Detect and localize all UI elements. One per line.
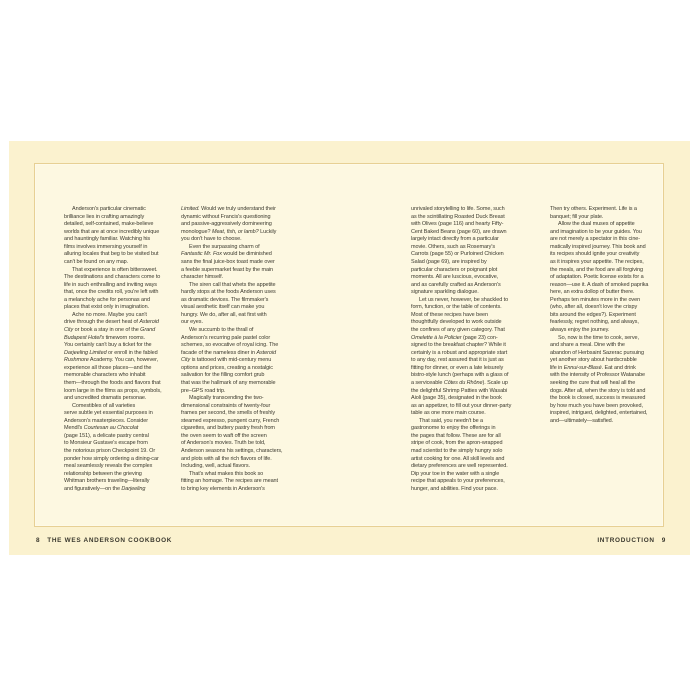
text-line: fitting an homage. The recipes are meant — [181, 478, 278, 485]
text-line: fitting for dinner, or even a late leisurely — [411, 364, 504, 371]
paragraph — [64, 403, 176, 494]
text-line: Perhaps ten minutes more in the oven — [550, 296, 641, 303]
text-line: and hauntingly familiar. Watching his — [64, 236, 151, 243]
text-line: of adaptation. Poetic license exists for a — [550, 274, 644, 281]
text-line: particular characters or poignant plot — [411, 266, 498, 273]
text-line: table as one more main course. — [411, 410, 486, 417]
text-line: Budapest Hotel's timeworn rooms. — [64, 334, 146, 341]
text-line: Whitman brothers traveling—literally — [64, 478, 150, 485]
text-line: Magically transcending the two- — [189, 395, 264, 402]
paragraph — [411, 297, 529, 418]
text-line: them—through the foods and flavors that — [64, 379, 161, 386]
paragraph — [411, 206, 529, 297]
text-line: steamed espresso, pungent curry, French — [181, 417, 280, 424]
text-line: signature sparkling dialogue. — [411, 289, 479, 296]
text-line: experience all those places—and the — [64, 364, 152, 371]
text-line: gastronome to enjoy the offerings in — [411, 425, 496, 432]
text-line: moments. All are luscious, evocative, — [411, 274, 499, 281]
text-line: the pages that follow. These are for all — [411, 432, 501, 439]
text-line: inspired, intrigued, delighted, entertained, — [550, 410, 648, 417]
text-line: are not merely a spectator in this cine- — [550, 236, 641, 243]
text-line: the notorious prison Checkpoint 19. Or — [64, 448, 156, 454]
text-line: memorable characters who inhabit — [64, 372, 146, 379]
text-line: and figuratively—on the Darjeeling — [64, 485, 146, 492]
text-line: The destinations and characters come to — [64, 274, 161, 281]
text-line: and imagination to be your guides. You — [550, 228, 642, 235]
text-line: the delightful Shrimp Patties with Wasabi — [411, 387, 508, 394]
text-line: films involves immersing yourself in — [64, 243, 148, 250]
footer-left-title: THE WES ANDERSON COOKBOOK — [47, 537, 173, 544]
text-line: Mendl's Courtesan au Chocolat — [64, 425, 139, 432]
text-line: worlds that are at once incredibly unique — [64, 228, 160, 235]
right-page-column-2 — [550, 206, 664, 425]
paragraph — [550, 206, 664, 221]
text-line: frames per second, the smells of freshly — [181, 410, 276, 417]
text-line: bistro-style lunch (perhaps with a glass of — [411, 372, 509, 379]
text-line: a feeble supermarket feast by the main — [181, 266, 274, 273]
paragraph — [550, 221, 664, 334]
text-line: City is tattooed with mid-century menu — [181, 357, 272, 364]
text-line: to Monsieur Gustave's escape from — [64, 440, 148, 447]
text-line: abandon of Herbsaint Sazerac pursuing — [550, 349, 644, 356]
text-line: of Anderson's movies. Truth be told, — [181, 440, 266, 447]
text-line: the book is closed, success is measured — [550, 395, 646, 402]
text-line: with the intensity of Professor Watanabe — [550, 372, 646, 379]
paragraph — [64, 267, 176, 312]
text-line: Even the surpassing charm of — [189, 243, 260, 250]
text-line: its recipes should ignite your creativity — [550, 251, 640, 258]
text-line: seeking the cure that will heal all the — [550, 379, 636, 386]
text-line: that, once the credits roll, you're left with — [64, 289, 159, 296]
text-line: hardly stops at the foods Anderson uses — [181, 289, 276, 296]
text-line: The siren call that whets the appetite — [189, 281, 276, 288]
text-line: the confines of any given category. That — [411, 327, 505, 333]
text-line: mad scientist to the simply hungry solo — [411, 448, 503, 454]
text-line: Salad (page 69), are inspired by — [411, 258, 487, 265]
paragraph — [181, 282, 295, 327]
text-line: thoughtfully developed to work outside — [411, 319, 502, 326]
text-line: reason—use it. A dash of smoked paprika — [550, 281, 649, 288]
text-line: drive through the desert heat of Asteroid — [64, 319, 159, 326]
text-line: relationship between the grieving — [64, 470, 142, 477]
text-line: Allow the dual muses of appetite — [558, 221, 635, 228]
text-line: and as carefully crafted as Anderson's — [411, 281, 501, 288]
paragraph — [181, 471, 295, 494]
text-line: life in such enthralling and inviting ways — [64, 281, 157, 288]
footer-left — [36, 537, 172, 544]
text-line: dynamic without Francis's questioning — [181, 213, 271, 220]
text-line: Anderson's masterpieces. Consider — [64, 417, 149, 424]
text-line: and uncredited dramatis personae. — [64, 395, 147, 402]
paragraph — [550, 335, 664, 426]
text-line: dogs. After all, when the story is told and — [550, 387, 646, 394]
text-line: largely intact directly from a particular — [411, 236, 499, 243]
text-line: banquet; fill your plate. — [550, 213, 604, 220]
text-line: Including, well, actual flavors. — [181, 463, 250, 470]
footer-right-page-number: 9 — [661, 537, 666, 544]
text-line: Cent Baked Beans (page 60), are drawn — [411, 228, 507, 235]
text-line: form, function, or the table of contents. — [411, 304, 502, 311]
text-line: loom large in the films as props, symbols, — [64, 387, 162, 394]
text-line: signed to the breakfast chapter? While it — [411, 342, 506, 349]
text-line: (who, after all, doesn't love the crispy — [550, 304, 638, 311]
text-line: the meals, and the food are all forgiving — [550, 266, 644, 273]
text-line: yet another story about hardscrabble — [550, 357, 637, 364]
text-line: hungry. We do, after all, eat first with — [181, 311, 267, 318]
text-line: a serviceable Côtes du Rhône). Scale up — [411, 379, 508, 386]
text-line: alluring locales that beg to be visited but — [64, 251, 159, 258]
text-line: with Olives (page 116) and hearty Fifty- — [411, 221, 504, 228]
text-line: Aioli (page 35), designated in the book — [411, 395, 502, 402]
text-line: Anderson's particular cinematic — [72, 206, 146, 212]
text-line: can't be found on any map. — [64, 258, 129, 265]
text-line: That's what makes this book so — [189, 470, 264, 477]
text-line: stripe of cook, from the apron-wrapped — [411, 440, 503, 447]
text-line: as dramatic devices. The filmmaker's — [181, 296, 269, 303]
text-line: Anderson's recurring pale pastel color — [181, 334, 271, 341]
text-line: That said, you needn't be a — [419, 417, 484, 424]
paragraph — [411, 418, 529, 494]
text-line: as it inspires your appetite. The recipes, — [550, 258, 644, 265]
text-line: hunger, and abilities. Find your pace. — [411, 485, 498, 492]
text-line: Dip your toe in the water with a single — [411, 470, 500, 477]
footer-right — [597, 537, 666, 544]
text-line: monologue? Meat, fish, or lamb? Luckily — [181, 228, 277, 235]
text-line: detailed, self-contained, make-believe — [64, 221, 154, 228]
paragraph — [64, 312, 176, 403]
text-line: Most of these recipes have been — [411, 311, 489, 318]
text-line: schemes, so evocative of royal icing. The — [181, 342, 279, 349]
text-line: Comestibles of all varieties — [72, 402, 136, 409]
text-line: a melancholy ache for personas and — [64, 296, 150, 303]
text-line: here, an extra dollop of butter there. — [550, 289, 635, 296]
text-line: unrivaled storytelling to life. Some, such — [411, 206, 505, 212]
text-line: You certainly can't buy a ticket for the — [64, 342, 152, 349]
text-line: matically inspired journey. This book and — [550, 243, 646, 250]
text-line: visual aesthetic itself can make you — [181, 304, 265, 311]
text-line: ponder how simply ordering a dining-car — [64, 455, 159, 462]
paragraph — [181, 244, 295, 282]
text-line: Let us never, however, be shackled to — [419, 296, 509, 303]
right-page-column-1 — [411, 206, 529, 493]
text-line: to any day, rest assured that it is just as — [411, 357, 504, 364]
left-page-column-2 — [181, 206, 295, 493]
text-line: cigarettes, and buttery pastry fresh from — [181, 425, 275, 432]
text-line: dietary preferences are well represented. — [411, 463, 508, 470]
text-line: City or book a stay in one of the Grand — [64, 327, 156, 333]
text-line: and—ultimately—satisfied. — [550, 417, 614, 424]
text-line: that was the hallmark of any memorable — [181, 379, 276, 386]
text-line: by how much you have been provoked, — [550, 402, 643, 409]
text-line: the oven seem to waft off the screen — [181, 432, 267, 439]
text-line: Darjeeling Limited or enroll in the fabled — [64, 349, 158, 356]
footer-left-page-number: 8 — [36, 537, 41, 544]
text-line: always enjoy the journey. — [550, 327, 610, 333]
text-line: bits around the edges?). Experiment — [550, 311, 636, 318]
text-line: meal seamlessly reveals the complex — [64, 463, 153, 470]
footer-right-title: INTRODUCTION — [597, 537, 655, 544]
text-line: Carrots (page 55) or Purloined Chicken — [411, 251, 504, 258]
text-line: salivation for the filling comfort grub — [181, 372, 265, 379]
text-line: recipe that appeals to your preferences, — [411, 478, 505, 485]
paragraph — [181, 206, 295, 244]
text-line: as the scintillating Roasted Duck Breast — [411, 213, 505, 220]
text-line: So, now is the time to cook, serve, — [558, 334, 639, 341]
text-line: character himself. — [181, 274, 223, 281]
text-line: dimensional constraints of twenty-four — [181, 402, 271, 409]
text-line: you don't have to choose. — [181, 236, 242, 243]
text-line: to bring key elements in Anderson's — [181, 485, 265, 492]
text-line: as an appetizer, to fill out your dinner-party — [411, 402, 512, 409]
text-line: That experience is often bittersweet. — [72, 266, 158, 273]
text-line: (page 151), a delicate pastry central — [64, 432, 149, 439]
paragraph — [181, 395, 295, 471]
text-line: serve subtle yet essential purposes in — [64, 410, 153, 417]
text-line: facade of the nameless diner in Asteroid — [181, 349, 276, 356]
paragraph — [64, 206, 176, 267]
text-line: and passive-aggressively domineering — [181, 221, 272, 228]
text-line: sans the final juice-box toast made over — [181, 258, 275, 265]
text-line: Fantastic Mr. Fox would be diminished — [181, 251, 272, 258]
text-line: fearlessly, regret nothing, and always, — [550, 319, 639, 326]
text-line: and plots with all the rich flavors of life. — [181, 455, 272, 462]
text-line: life in Ennui-sur-Blasé. Eat and drink — [550, 364, 636, 371]
paragraph — [181, 327, 295, 395]
text-line: movie. Others, such as Rosemary's — [411, 243, 495, 250]
text-line: Then try others. Experiment. Life is a — [550, 206, 637, 212]
text-line: brilliance lies in crafting amazingly — [64, 213, 145, 220]
text-line: Anderson seasons his settings, characters, — [181, 448, 283, 454]
text-line: our eyes. — [181, 319, 203, 326]
text-line: artist cooking for one. All skill levels and — [411, 455, 505, 462]
book-spread — [9, 141, 690, 555]
text-line: options and prices, creating a nostalgic — [181, 364, 273, 371]
text-line: Rushmore Academy. You can, however, — [64, 357, 159, 364]
text-line: Limited. Would we truly understand their — [181, 206, 276, 212]
text-line: and share a meal. Dine with the — [550, 342, 625, 349]
text-line: certainly is a robust and appropriate start — [411, 349, 508, 356]
text-line: pre–GPS road trip. — [181, 387, 226, 394]
left-page-column-1 — [64, 206, 176, 493]
text-line: We succumb to the thrall of — [189, 327, 254, 333]
text-line: Omelette à la Policier (page 23) con- — [411, 334, 498, 341]
text-line: places that exist only in imagination. — [64, 304, 150, 311]
text-line: Ache no more. Maybe you can't — [72, 311, 147, 318]
